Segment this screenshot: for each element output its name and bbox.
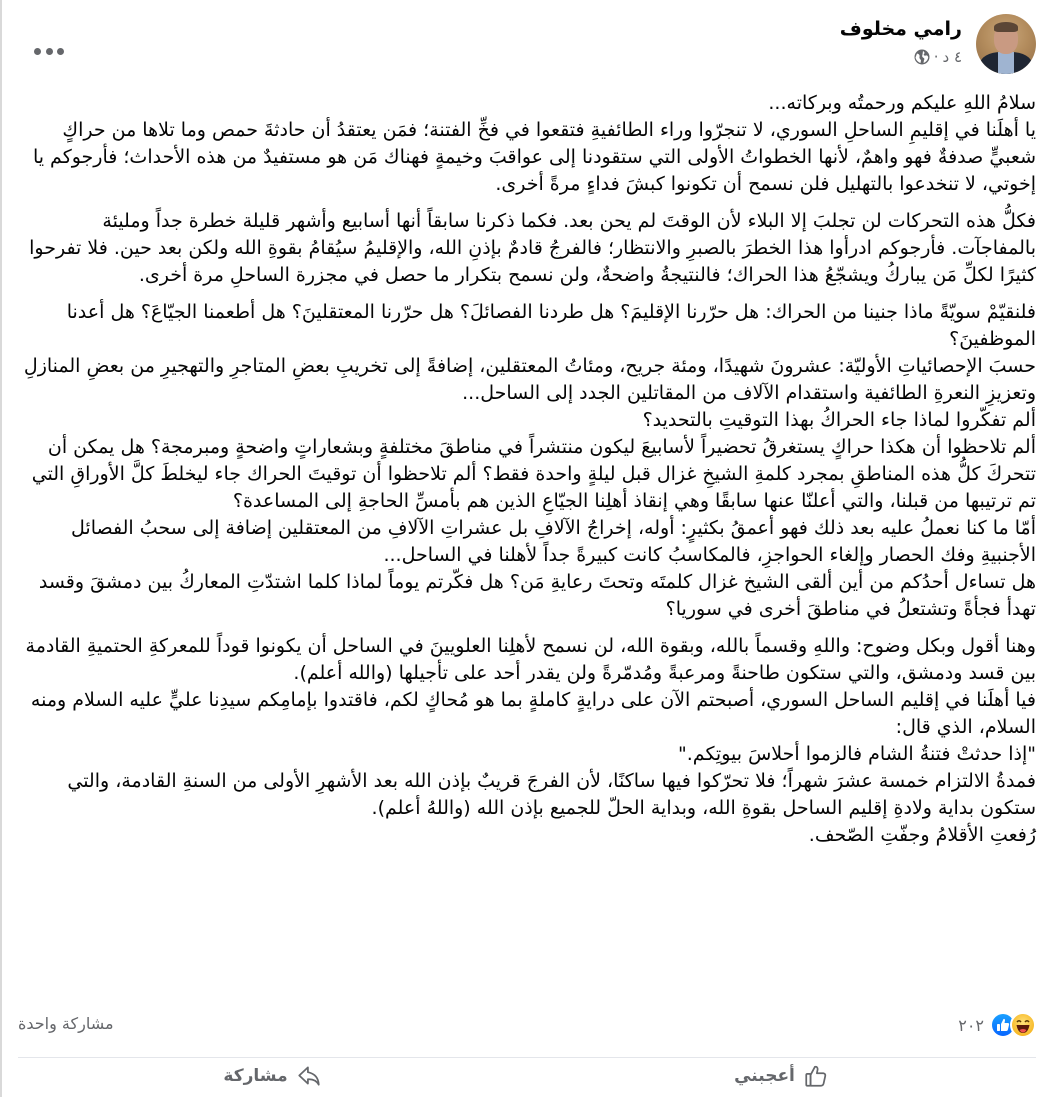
more-options-icon-dot xyxy=(46,48,53,55)
avatar-shirt xyxy=(998,52,1014,74)
text-line: حسبَ الإحصائياتِ الأوليّة: عشرونَ شهيدًا، ومئة جريح، ومئاتُ المعتقلين، إضافةً إلى تخريبِ بعضِ المتاجرِ والتهجيرِ من بعضِ المنازلِ وتعزيزِ النعرةِ الطائفية واستقدام الآلاف من المقاتلين الجدد إلى الساحل... xyxy=(23,355,1036,404)
paragraph xyxy=(18,208,1036,289)
like-button[interactable] xyxy=(527,1058,1036,1094)
text-line: هل تساءل أحدُكم من أين ألقى الشيخ غزال كلمتَه وتحتَ رعايةِ مَن؟ هل فكّرتم يوماً لماذا كلما اشتدّتِ المعاركُ بين دمشقَ وقسد تهدأ فجأةً وتشتعلُ في مناطقَ أخرى في سوريا؟ xyxy=(38,571,1036,620)
more-options-icon-dot xyxy=(57,48,64,55)
share-button[interactable] xyxy=(18,1058,527,1094)
meta-separator: · xyxy=(933,48,939,66)
share-label: مشاركة xyxy=(223,1066,288,1086)
text-line: رُفعتِ الأقلامُ وجفّتِ الصّحف. xyxy=(808,824,1036,846)
text-line: فيا أهلَنا في إقليم الساحل السوري، أصبحتم الآن على درايةٍ كاملةٍ بما هو مُحاكٍ لكم، فاقتدوا بإمامِكم سيدِنا عليٍّ عليه السلام ومنه السلام، الذي قال: xyxy=(30,689,1036,738)
author-name[interactable]: رامي مخلوف xyxy=(839,18,962,40)
text-line: أمّا ما كنا نعملُ عليه بعد ذلك فهو أعمقُ بكثيرٍ: أوله، إخراجُ الآلافِ بل عشراتِ الآلافِ من المعتقلين إضافة إلى سحبُ الفصائل الأجنبيةِ وفك الحصار وإلغاء الحواجزِ، فالمكاسبُ كانت كبيرةً جداً لأهلنا في الساحل... xyxy=(71,517,1036,566)
paragraph xyxy=(18,90,1036,198)
text-line: فكلُّ هذه التحركات لن تجلبَ إلا البلاء لأن الوقتَ لم يحن بعد. فكما ذكرنا سابقاً أنها أسابيع وأشهر قليلة خطرة جداً ومليئة بالمفاجآت. فأرجوكم ادرأوا هذا الخطرَ بالصبرِ والانتظار؛ فالفرجُ قادمٌ بإذنِ الله، والإقليمُ سيُقامُ بقوةِ الله ولكن بعد حين. فلا تفرحوا كثيرًا لكلِّ مَن يباركُ ويشجّعُ هذا الحراك؛ فالنتيجةُ واضحةٌ، ولن نسمح بتكرار ما حصل في مجزرة الساحلِ مرة أخرى. xyxy=(29,210,1036,286)
facebook-post xyxy=(2,0,1052,1097)
text-line: ألم تلاحظوا أن هكذا حراكٍ يستغرقُ تحضيراً لأسابيعَ ليكون منتشراً في مناطقَ مختلفةٍ وبشعاراتٍ واضحةٍ ومبرمجة؟ هل يمكن أن تتحركَ كلُّ هذه المناطقِ بمجرد كلمةِ الشيخِ غزال قبل ليلةٍ واحدة فقط؟ ألم تلاحظوا أن توقيتَ الحراك جاء ليخلطَ كلَّ الأوراقِ التي تم ترتيبها من قبلنا، والتي أعلنّا عنها سابقًا وهي إنقاذ أهلِنا الجيّاعِ الذين هم بأمسِّ الحاجةِ إلى المساعدة؟ xyxy=(31,436,1036,512)
avatar[interactable] xyxy=(976,14,1036,74)
haha-icon xyxy=(1010,1012,1036,1038)
post-time[interactable]: ٤ د xyxy=(942,48,962,66)
post-text xyxy=(18,90,1036,859)
quote-line: "إذا حدثتْ فتنةُ الشام فالزموا أحلاسَ بيوتِكم." xyxy=(678,743,1036,765)
text-line: يا أهلَنا في إقليمِ الساحلِ السوري، لا تنجرّوا وراء الطائفيةِ فتقعوا في فخِّ الفتنة؛ فمَن يعتقدُ أن حادثةَ حمص وما تلاها من حراكٍ شعبيٍّ صدفةٌ فهو واهمٌ، لأنها الخطواتُ الأولى التي ستقودنا إلى عواقبَ وخيمةٍ فهناك مَن هو مستفيدٌ من هذه الأحداث؛ فأرجوكم يا إخوتي، لا تنخدعوا بالتهليل فلن نسمح أن تكونوا كبشَ فداءٍ مرةً أخرى. xyxy=(32,119,1036,195)
more-options-button[interactable] xyxy=(34,44,64,58)
text-line: ألم تفكّروا لماذا جاء الحراكُ بهذا التوقيتِ بالتحديد؟ xyxy=(642,409,1036,431)
share-arrow-icon xyxy=(296,1063,322,1089)
post-meta xyxy=(914,48,962,66)
reaction-count[interactable]: ٢٠٢ xyxy=(958,1015,984,1035)
globe-icon[interactable] xyxy=(914,49,930,65)
post-header xyxy=(18,14,1036,76)
text-line: فمدةُ الالتزام خمسة عشرَ شهراً؛ فلا تحرّكوا فيها ساكنًا، لأن الفرجَ قريبٌ بإذن الله بعد الأشهرِ الأولى من السنةِ القادمة، والتي ستكون بداية ولادةِ إقليم الساحل بقوةِ الله، وبداية الحلّ للجميع بإذن الله (واللهُ أعلم). xyxy=(67,770,1036,819)
paragraph xyxy=(18,633,1036,849)
like-label: أعجبني xyxy=(734,1066,795,1086)
thumbs-up-icon xyxy=(803,1063,829,1089)
shares-count[interactable]: مشاركة واحدة xyxy=(18,1014,114,1033)
post-actions xyxy=(18,1058,1036,1094)
text-line: سلامُ اللهِ عليكم ورحمتُه وبركاته... xyxy=(768,92,1036,114)
text-line: وهنا أقول وبكل وضوح: واللهِ وقسماً بالله، وبقوة الله، لن نسمح لأهلِنا العلويينَ في الساحل أن يكونوا قوداً للمعركةِ الحتميةِ القادمة بين قسد ودمشق، والتي ستكون طاحنةً ومرعبةً ومُدمّرةً ولن يقدر أحد على تأجيلها (والله أعلم). xyxy=(25,635,1036,684)
text-line: فلنقيّمْ سويّةً ماذا جنينا من الحراك: هل حرّرنا الإقليمَ؟ هل طردنا الفصائلَ؟ هل حرّرنا المعتقلينَ؟ هل أطعمنا الجيّاعَ؟ هل أعدنا الموظفينَ؟ xyxy=(66,301,1036,350)
reaction-count-button[interactable] xyxy=(958,1012,1036,1038)
more-options-icon-dot xyxy=(34,48,41,55)
avatar-hair xyxy=(994,22,1018,32)
paragraph xyxy=(18,299,1036,623)
reactions-summary xyxy=(18,1012,1036,1040)
